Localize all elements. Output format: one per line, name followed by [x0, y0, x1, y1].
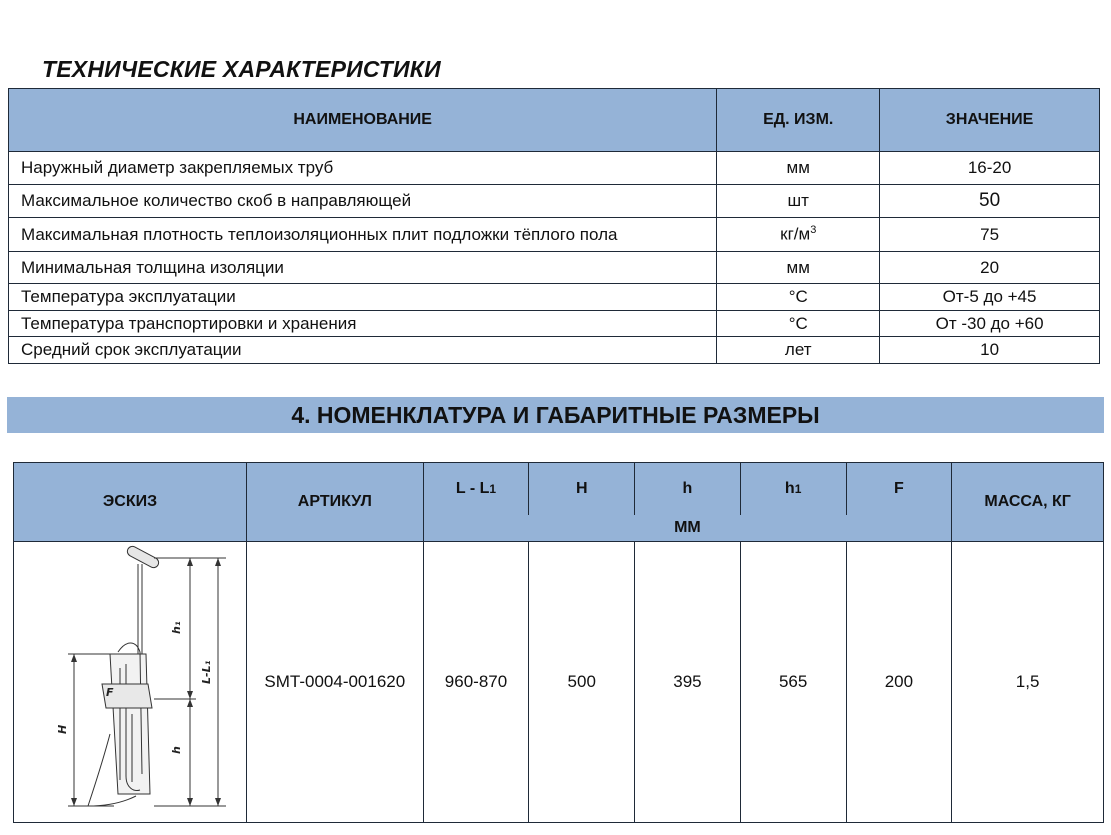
sketch-label-L: L-L₁: [200, 660, 213, 684]
spec-name: Наружный диаметр закрепляемых труб: [9, 152, 717, 185]
header-l: [423, 463, 529, 516]
specs-table: [8, 88, 1100, 364]
cell-h: 395: [635, 542, 741, 823]
spec-unit: °С: [717, 311, 880, 337]
table-row: [9, 252, 1100, 284]
spec-unit: [717, 218, 880, 252]
table-row: [14, 542, 1104, 823]
specs-title: ТЕХНИЧЕСКИЕ ХАРАКТЕРИСТИКИ: [42, 56, 441, 82]
table-row: [9, 311, 1100, 337]
specs-header-row: [9, 89, 1100, 152]
header-h: h: [635, 463, 741, 516]
spec-name: Средний срок эксплуатации: [9, 337, 717, 364]
spec-value: 75: [880, 218, 1100, 252]
nomenclature-title: 4. НОМЕНКЛАТУРА И ГАБАРИТНЫЕ РАЗМЕРЫ: [7, 397, 1104, 433]
sketch-label-h1: h₁: [170, 621, 183, 634]
table-row: [9, 337, 1100, 364]
spec-value: 16-20: [880, 152, 1100, 185]
spec-value: 10: [880, 337, 1100, 364]
nomenclature-header-row: [14, 463, 1104, 516]
header-h1-main: h: [784, 480, 795, 497]
spec-value: 20: [880, 252, 1100, 284]
spec-name: Температура эксплуатации: [9, 284, 717, 311]
specs-header-value: ЗНАЧЕНИЕ: [880, 89, 1100, 152]
header-l-main: L - L: [455, 480, 490, 497]
header-h1-sub: 1: [794, 482, 802, 496]
spec-unit: °С: [717, 284, 880, 311]
header-H: H: [529, 463, 635, 516]
header-article: АРТИКУЛ: [247, 463, 424, 542]
header-F: F: [846, 463, 952, 516]
header-h1: [740, 463, 846, 516]
header-units: ММ: [423, 515, 952, 542]
spec-name: Температура транспортировки и хранения: [9, 311, 717, 337]
spec-unit: мм: [717, 252, 880, 284]
spec-unit-base: кг/м: [780, 224, 811, 244]
specs-header-name: НАИМЕНОВАНИЕ: [9, 89, 717, 152]
sketch-cell: [14, 542, 247, 823]
cell-mass: 1,5: [952, 542, 1104, 823]
spec-value: 50: [880, 185, 1100, 218]
table-row: [9, 152, 1100, 185]
specs-header-unit: ЕД. ИЗМ.: [717, 89, 880, 152]
spec-unit: мм: [717, 152, 880, 185]
cell-H: 500: [529, 542, 635, 823]
spec-unit: шт: [717, 185, 880, 218]
table-row: [9, 284, 1100, 311]
header-l-sub: 1: [489, 482, 497, 496]
sketch-label-h: h: [170, 746, 183, 754]
spec-name: Минимальная толщина изоляции: [9, 252, 717, 284]
spec-unit: лет: [717, 337, 880, 364]
spec-value: От -30 до +60: [880, 311, 1100, 337]
spec-name: Максимальная плотность теплоизоляционных плит подложки тёплого пола: [9, 218, 717, 252]
cell-F: 200: [846, 542, 952, 823]
header-mass: МАССА, КГ: [952, 463, 1104, 542]
cell-article: SMT-0004-001620: [247, 542, 424, 823]
cell-h1: 565: [740, 542, 846, 823]
nomenclature-table: [13, 462, 1104, 823]
spec-name: Максимальное количество скоб в направляющей: [9, 185, 717, 218]
table-row: [9, 218, 1100, 252]
header-sketch: ЭСКИЗ: [14, 463, 247, 542]
sketch-label-F: F: [106, 686, 114, 699]
cell-l: 960-870: [423, 542, 529, 823]
table-row: [9, 185, 1100, 218]
rail-sketch-drawing: [14, 544, 246, 820]
sketch-label-H: H: [56, 724, 69, 734]
spec-unit-exponent: 3: [810, 224, 817, 237]
spec-value: От-5 до +45: [880, 284, 1100, 311]
